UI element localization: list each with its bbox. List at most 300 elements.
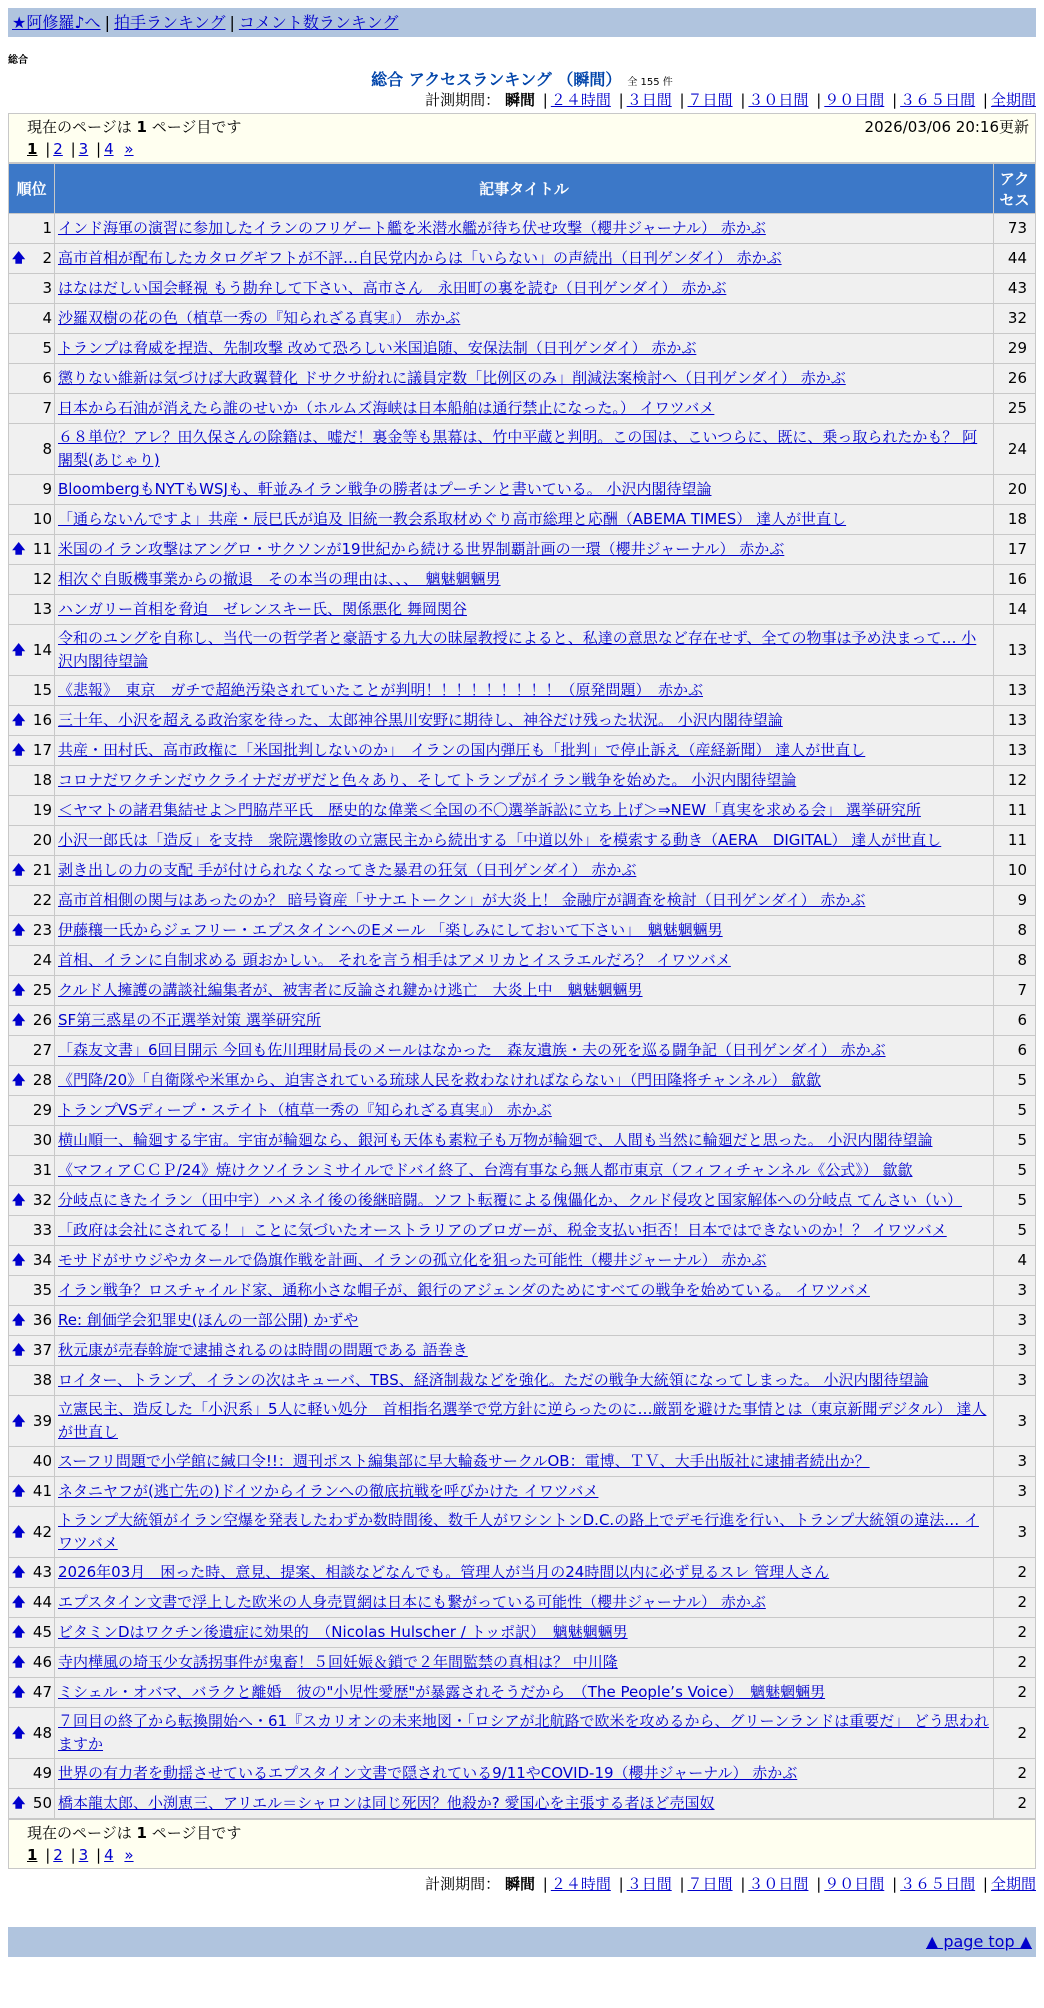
title-cell [55, 1276, 994, 1306]
access-count: 11 [994, 826, 1036, 856]
article-link[interactable]: ミシェル・オバマ、バラクと離婚 彼の"小児性愛歴"が暴露されそうだから （The People’s Voice） 魑魅魍魎男 [58, 1683, 826, 1701]
rank-cell [9, 736, 55, 766]
access-count: 17 [994, 535, 1036, 565]
table-row [9, 886, 1036, 916]
title-cell [55, 1126, 994, 1156]
rank-number: 16 [32, 711, 52, 729]
access-count: 5 [994, 1156, 1036, 1186]
rank-number: 35 [32, 1281, 52, 1299]
col-header-title: 記事タイトル [55, 164, 994, 214]
period-link-365d[interactable]: ３６５日間 [900, 1875, 976, 1893]
access-count: 43 [994, 274, 1036, 304]
rank-up-icon: 🡅 [12, 983, 26, 998]
article-link[interactable]: インド海軍の演習に参加したイランのフリゲート艦を米潜水艦が待ち伏せ攻撃（櫻井ジャーナル） 赤かぶ [58, 219, 766, 237]
page-status: 現在のページは 1 ページ目です [27, 118, 242, 136]
nav-separator: | [104, 13, 110, 32]
period-link-all[interactable]: 全期間 [990, 91, 1036, 109]
rank-cell [9, 424, 55, 475]
title-cell [55, 1186, 994, 1216]
table-row [9, 736, 1036, 766]
rank-number: 5 [42, 339, 52, 357]
rank-cell [9, 565, 55, 595]
rank-up-icon: 🡅 [12, 1725, 26, 1741]
rank-cell [9, 826, 55, 856]
article-link[interactable]: 寺内樺風の埼玉少女誘拐事件が鬼畜！５回妊娠＆鎖で２年間監禁の真相は？ 中川隆 [58, 1653, 618, 1671]
rank-number: 44 [32, 1593, 52, 1611]
rank-cell [9, 1648, 55, 1678]
article-link[interactable]: ビタミンDはワクチン後遺症に効果的 （Nicolas Hulscher / トッポ訳） 魑魅魍魎男 [58, 1623, 628, 1641]
article-link[interactable]: Re: 創価学会犯罪史(ほんの一部公開) かずや [58, 1311, 359, 1329]
rank-number: 4 [42, 309, 52, 327]
article-link[interactable]: 高市首相側の関与はあったのか？ 暗号資産「サナエトークン」が大炎上！ 金融庁が調査を検討（日刊ゲンダイ） 赤かぶ [58, 891, 866, 909]
title-cell [55, 505, 994, 535]
title-cell [55, 1618, 994, 1648]
rank-number: 26 [32, 1011, 52, 1029]
table-row [9, 856, 1036, 886]
access-count: 2 [994, 1558, 1036, 1588]
article-link[interactable]: エプスタイン文書で浮上した欧米の人身売買網は日本にも繋がっている可能性（櫻井ジャーナル） 赤かぶ [58, 1593, 766, 1611]
access-count: 3 [994, 1447, 1036, 1477]
article-link[interactable]: トランプVSディープ・ステイト（植草一秀の『知られざる真実』） 赤かぶ [58, 1101, 552, 1119]
table-row [9, 364, 1036, 394]
table-row [9, 1276, 1036, 1306]
period-link-7d[interactable]: ７日間 [687, 91, 733, 109]
table-row [9, 1507, 1036, 1558]
rank-cell [9, 1306, 55, 1336]
rank-number: 17 [32, 741, 52, 759]
article-link[interactable]: 懲りない維新は気づけば大政翼賛化 ドサクサ紛れに議員定数「比例区のみ」削減法案検討へ（日刊ゲンダイ） 赤かぶ [58, 369, 846, 387]
rank-number: 23 [32, 921, 52, 939]
table-row [9, 1126, 1036, 1156]
period-link-365d[interactable]: ３６５日間 [900, 91, 976, 109]
rank-number: 45 [32, 1623, 52, 1641]
access-count: 4 [994, 1246, 1036, 1276]
rank-number: 18 [32, 771, 52, 789]
table-row [9, 625, 1036, 676]
article-link[interactable]: 相次ぐ自販機事業からの撤退 その本当の理由は、、、 魑魅魍魎男 [58, 570, 501, 588]
period-link-3d[interactable]: ３日間 [626, 91, 672, 109]
article-link[interactable]: モサドがサウジやカタールで偽旗作戦を計画、イランの孤立化を狙った可能性（櫻井ジャーナル） 赤かぶ [58, 1251, 767, 1269]
title-cell [55, 1678, 994, 1708]
rank-cell [9, 364, 55, 394]
table-row [9, 244, 1036, 274]
page-top-link[interactable]: ▲ page top ▲ [925, 1932, 1032, 1951]
article-link[interactable]: 共産・田村氏、高市政権に「米国批判しないのか」 イランの国内弾圧も「批判」で停止訴え（産経新聞） 達人が世直し [58, 741, 866, 759]
title-cell [55, 475, 994, 505]
table-row [9, 1477, 1036, 1507]
rank-number: 10 [32, 510, 52, 528]
page-link-4[interactable]: 4 [104, 140, 114, 158]
article-link[interactable]: 米国のイラン攻撃はアングロ・サクソンが19世紀から続ける世界制覇計画の一環（櫻井ジャーナル） 赤かぶ [58, 540, 785, 558]
article-link[interactable]: 橋本龍太郎、小渕恵三、アリエル＝シャロンは同じ死因？他殺か? 愛国心を主張する者ほど売国奴 [58, 1794, 715, 1812]
rank-cell [9, 334, 55, 364]
table-row [9, 595, 1036, 625]
rank-up-icon: 🡅 [12, 1796, 26, 1811]
table-row [9, 1708, 1036, 1759]
title-cell [55, 364, 994, 394]
rank-cell [9, 946, 55, 976]
article-link[interactable]: ハンガリー首相を脅迫 ゼレンスキー氏、関係悪化 舞岡関谷 [58, 600, 467, 618]
table-row [9, 1366, 1036, 1396]
home-link[interactable]: ★阿修羅♪へ [12, 13, 101, 32]
rank-up-icon: 🡅 [12, 642, 26, 658]
access-count: 9 [994, 886, 1036, 916]
article-link[interactable]: 分岐点にきたイラン（田中宇）ハメネイ後の後継暗闘。ソフト転覆による傀儡化か、クルド侵攻と国家解体への分岐点 てんさい（い） [58, 1191, 963, 1209]
article-link[interactable]: 高市首相が配布したカタログギフトが不評…自民党内からは「いらない」の声続出（日刊ゲンダイ） 赤かぶ [58, 249, 782, 267]
ranking-table-body [9, 214, 1036, 1819]
article-link[interactable]: 「政府は会社にされてる！」ことに気づいたオーストラリアのブロガーが、税金支払い拒否！日本ではできないのか！？ イワツバメ [58, 1221, 947, 1239]
rank-cell [9, 1477, 55, 1507]
article-link[interactable]: 剥き出しの力の支配 手が付けられなくなってきた暴君の狂気（日刊ゲンダイ） 赤かぶ [58, 861, 637, 879]
rank-cell [9, 856, 55, 886]
table-row [9, 1447, 1036, 1477]
rank-number: 1 [42, 219, 52, 237]
table-row [9, 1216, 1036, 1246]
title-cell [55, 334, 994, 364]
rank-number: 47 [32, 1683, 52, 1701]
title-cell [55, 1789, 994, 1819]
article-link[interactable]: トランプ大統領がイラン空爆を発表したわずか数時間後、数千人がワシントンD.C.の路上でデモ行進を行い、トランプ大統領の違法… イワツバメ [58, 1511, 979, 1552]
access-count: 3 [994, 1366, 1036, 1396]
article-link[interactable]: 秋元康が売春斡旋で逮捕されるのは時間の問題である 語巻き [58, 1341, 468, 1359]
rank-cell [9, 1789, 55, 1819]
title-cell [55, 736, 994, 766]
table-row [9, 1006, 1036, 1036]
access-count: 32 [994, 304, 1036, 334]
rank-cell [9, 976, 55, 1006]
col-header-rank: 順位 [9, 164, 55, 214]
title-cell [55, 676, 994, 706]
access-count: 73 [994, 214, 1036, 244]
article-link[interactable]: トランプは脅威を捏造、先制攻撃 改めて恐ろしい米国追随、安保法制（日刊ゲンダイ） 赤かぶ [58, 339, 697, 357]
title-cell [55, 1648, 994, 1678]
article-link[interactable]: ６８単位？アレ？田久保さんの除籍は、嘘だ！裏金等も黒幕は、竹中平蔵と判明。この国は、こいつらに、既に、乗っ取られたかも？ 阿闍梨(あじゃり) [58, 428, 978, 469]
table-header-row [9, 164, 1036, 214]
period-selector-bottom: 計測期間： 瞬間 | ２４時間 | ３日間 | ７日間 | ３０日間 | ９０日間 | ３６５日間 | 全期間 [425, 1875, 1036, 1893]
pagination-bottom: 現在のページは 1 ページ目です 1 | 2 | 3 | 4 » [8, 1819, 1036, 1869]
table-row [9, 424, 1036, 475]
access-count: 13 [994, 706, 1036, 736]
article-link[interactable]: ７回目の終了から転換開始へ・61『スカリオンの未来地図・「ロシアが北航路で欧米を攻めるから、グリーンランドは重要だ」 どう思われますか [58, 1712, 989, 1753]
rank-number: 22 [32, 891, 52, 909]
table-row [9, 394, 1036, 424]
article-link[interactable]: 「通らないんですよ」共産・辰巳氏が追及 旧統一教会系取材めぐり高市総理と応酬（ABEMA TIMES） 達人が世直し [58, 510, 847, 528]
title-cell [55, 856, 994, 886]
section-label: 総合 [8, 55, 28, 66]
article-link[interactable]: 「森友文書」6回目開示 今回も佐川理財局長のメールはなかった 森友遺族・夫の死を巡る闘争記（日刊ゲンダイ） 赤かぶ [58, 1041, 886, 1059]
rank-cell [9, 1186, 55, 1216]
period-link-30d[interactable]: ３０日間 [748, 1875, 809, 1893]
rank-up-icon: 🡅 [12, 1193, 26, 1208]
rank-number: 27 [32, 1041, 52, 1059]
rank-up-icon: 🡅 [12, 1013, 26, 1028]
title-cell [55, 1156, 994, 1186]
title-cell [55, 1477, 994, 1507]
table-row [9, 1648, 1036, 1678]
rank-number: 33 [32, 1221, 52, 1239]
rank-number: 7 [42, 399, 52, 417]
table-row [9, 214, 1036, 244]
rank-up-icon: 🡅 [12, 1595, 26, 1610]
rank-cell [9, 1366, 55, 1396]
rank-up-icon: 🡅 [12, 1625, 26, 1640]
period-link-90d[interactable]: ９０日間 [824, 1875, 885, 1893]
article-link[interactable]: SF第三惑星の不正選挙対策 選挙研究所 [58, 1011, 321, 1029]
title-cell [55, 304, 994, 334]
rank-cell [9, 1618, 55, 1648]
title-cell [55, 886, 994, 916]
rank-cell [9, 886, 55, 916]
article-link[interactable]: 《悲報》 東京 ガチで超絶汚染されていたことが判明！！！！！！！！！（原発問題） 赤かぶ [58, 681, 704, 699]
period-current: 瞬間 [504, 91, 535, 109]
title-cell [55, 1096, 994, 1126]
article-link[interactable]: 世界の有力者を動揺させているエプスタイン文書で隠されている9/11やCOVID-19（櫻井ジャーナル） 赤かぶ [58, 1764, 798, 1782]
article-link[interactable]: はなはだしい国会軽視 もう勘弁して下さい、高市さん 永田町の裏を読む（日刊ゲンダイ） 赤かぶ [58, 279, 727, 297]
rank-cell [9, 274, 55, 304]
rank-up-icon: 🡅 [12, 1343, 26, 1358]
rank-cell [9, 535, 55, 565]
rank-cell [9, 244, 55, 274]
access-count: 10 [994, 856, 1036, 886]
access-count: 3 [994, 1477, 1036, 1507]
article-link[interactable]: BloombergもNYTもWSJも、軒並みイラン戦争の勝者はプーチンと書いている。 小沢内閣待望論 [58, 480, 712, 498]
rank-number: 46 [32, 1653, 52, 1671]
rank-number: 50 [32, 1794, 52, 1812]
article-link[interactable]: 2026年03月 困った時、意見、提案、相談などなんでも。管理人が当月の24時間以内に必ず見るスレ 管理人さん [58, 1563, 830, 1581]
article-link[interactable]: 《マフィアＣＣＰ/24》焼けクソイランミサイルでドバイ終了、台湾有事なら無人都市東京（フィフィチャンネル《公式》） 歙歙 [58, 1161, 913, 1179]
article-link[interactable]: 令和のユングを自称し、当代一の哲学者と豪語する九大の昧屋教授によると、私達の意思など存在せず、全ての物事は予め決まって… 小沢内閣待望論 [58, 629, 977, 670]
rank-cell [9, 214, 55, 244]
access-count: 29 [994, 334, 1036, 364]
page-link-3[interactable]: 3 [78, 1846, 89, 1864]
rank-up-icon: 🡅 [12, 743, 26, 758]
article-link[interactable]: 伊藤穰一氏からジェフリー・エプスタインへのEメール 「楽しみにしておいて下さい」 魑魅魍魎男 [58, 921, 723, 939]
rank-number: 9 [42, 480, 52, 498]
table-row [9, 1156, 1036, 1186]
title-cell [55, 1216, 994, 1246]
access-count: 2 [994, 1618, 1036, 1648]
rank-up-icon: 🡅 [12, 1524, 26, 1540]
access-count: 16 [994, 565, 1036, 595]
article-link[interactable]: 日本から石油が消えたら誰のせいか（ホルムズ海峡は日本船舶は通行禁止になった。） イワツバメ [58, 399, 715, 417]
article-link[interactable]: 首相、イランに自制求める 頭おかしい。 それを言う相手はアメリカとイスラエルだろ？ イワツバメ [58, 951, 731, 969]
page-status: 現在のページは 1 ページ目です [27, 1824, 242, 1842]
period-link-30d[interactable]: ３０日間 [748, 91, 809, 109]
access-count: 3 [994, 1396, 1036, 1447]
article-link[interactable]: 《門降/20》「自衛隊や米軍から、迫害されている琉球人民を救わなければならない」（門田隆将チャンネル） 歙歙 [58, 1071, 822, 1089]
access-count: 2 [994, 1759, 1036, 1789]
table-row [9, 1678, 1036, 1708]
rank-number: 34 [32, 1251, 52, 1269]
article-link[interactable]: 沙羅双樹の花の色（植草一秀の『知られざる真実』） 赤かぶ [58, 309, 461, 327]
rank-cell [9, 796, 55, 826]
rank-cell [9, 1759, 55, 1789]
table-row [9, 535, 1036, 565]
rank-number: 20 [32, 831, 52, 849]
title-cell [55, 1447, 994, 1477]
page-next-link[interactable]: » [124, 1846, 134, 1864]
table-row [9, 1759, 1036, 1789]
table-row [9, 1066, 1036, 1096]
rank-cell [9, 1336, 55, 1366]
table-row [9, 1558, 1036, 1588]
rank-up-icon: 🡅 [12, 863, 26, 878]
access-count: 44 [994, 244, 1036, 274]
rank-number: 13 [32, 600, 52, 618]
rank-up-icon: 🡅 [12, 1413, 26, 1429]
rank-number: 11 [32, 540, 52, 558]
access-count: 6 [994, 1006, 1036, 1036]
article-link[interactable]: 横山順一、輪廻する宇宙。宇宙が輪廻なら、銀河も天体も素粒子も万物が輪廻で、人間も当然に輪廻だと思った。 小沢内閣待望論 [58, 1131, 933, 1149]
table-row [9, 1306, 1036, 1336]
rank-cell [9, 595, 55, 625]
access-count: 24 [994, 424, 1036, 475]
page-title-line [0, 67, 1044, 87]
rank-number: 3 [42, 279, 52, 297]
period-link-24h[interactable]: ２４時間 [550, 1875, 611, 1893]
rank-number: 28 [32, 1071, 52, 1089]
rank-cell [9, 1678, 55, 1708]
table-row [9, 1789, 1036, 1819]
table-row [9, 1396, 1036, 1447]
comment-ranking-link[interactable]: コメント数ランキング [238, 13, 399, 32]
rank-cell [9, 304, 55, 334]
table-row [9, 976, 1036, 1006]
article-link[interactable]: ネタニヤフが(逃亡先の)ドイツからイランへの徹底抗戦を呼びかけた イワツバメ [58, 1482, 599, 1500]
title-cell [55, 1396, 994, 1447]
title-cell [55, 1558, 994, 1588]
table-row [9, 505, 1036, 535]
article-link[interactable]: コロナだワクチンだウクライナだガザだと色々あり、そしてトランプがイラン戦争を始めた。 小沢内閣待望論 [58, 771, 797, 789]
rank-number: 49 [32, 1764, 52, 1782]
access-count: 2 [994, 1588, 1036, 1618]
table-row [9, 565, 1036, 595]
bottom-bar [8, 1927, 1036, 1957]
rank-number: 19 [32, 801, 52, 819]
period-selector-top: 計測期間： 瞬間 | ２４時間 | ３日間 | ７日間 | ３０日間 | ９０日間 | ３６５日間 | 全期間 [425, 91, 1036, 109]
period-link-7d[interactable]: ７日間 [687, 1875, 733, 1893]
title-cell [55, 1366, 994, 1396]
article-link[interactable]: ＜ヤマトの諸君集結せよ＞門脇芹平氏 歴史的な偉業＜全国の不〇選挙訴訟に立ち上げ＞⇒NEW「真実を求める会」 選挙研究所 [58, 801, 921, 819]
article-link[interactable]: 三十年、小沢を超える政治家を待った、太郎神谷黒川安野に期待し、神谷だけ残った状況。 小沢内閣待望論 [58, 711, 783, 729]
rank-cell [9, 916, 55, 946]
period-link-3d[interactable]: ３日間 [626, 1875, 672, 1893]
rank-up-icon: 🡅 [12, 1313, 26, 1328]
rank-number: 29 [32, 1101, 52, 1119]
access-count: 2 [994, 1708, 1036, 1759]
rank-cell [9, 1066, 55, 1096]
table-row [9, 1036, 1036, 1066]
rank-up-icon: 🡅 [12, 713, 26, 728]
access-count: 2 [994, 1678, 1036, 1708]
title-cell [55, 976, 994, 1006]
page-link-2[interactable]: 2 [53, 1846, 63, 1864]
access-count: 12 [994, 766, 1036, 796]
access-count: 7 [994, 976, 1036, 1006]
table-row [9, 706, 1036, 736]
period-link-90d[interactable]: ９０日間 [824, 91, 885, 109]
title-cell [55, 766, 994, 796]
page-link-3[interactable]: 3 [78, 140, 89, 158]
rank-up-icon: 🡅 [12, 1073, 26, 1088]
total-count: 全 155 件 [627, 77, 673, 88]
page-link-2[interactable]: 2 [53, 140, 63, 158]
period-label: 計測期間： [425, 1875, 501, 1893]
rank-number: 6 [42, 369, 52, 387]
title-cell [55, 1036, 994, 1066]
rank-cell [9, 1396, 55, 1447]
title-cell [55, 535, 994, 565]
rank-number: 2 [42, 249, 52, 267]
rank-number: 25 [32, 981, 52, 999]
table-row [9, 475, 1036, 505]
rank-cell [9, 1588, 55, 1618]
access-count: 13 [994, 625, 1036, 676]
rank-up-icon: 🡅 [12, 923, 26, 938]
access-count: 2 [994, 1789, 1036, 1819]
rank-up-icon: 🡅 [12, 542, 26, 557]
title-cell [55, 1246, 994, 1276]
rank-cell [9, 676, 55, 706]
nav-separator: | [229, 13, 235, 32]
page-next-link[interactable]: » [124, 140, 134, 158]
rank-cell [9, 1096, 55, 1126]
article-link[interactable]: イラン戦争？ロスチャイルド家、通称小さな帽子が、銀行のアジェンダのためにすべての戦争を始めている。 イワツバメ [58, 1281, 870, 1299]
rank-cell [9, 394, 55, 424]
period-link-all[interactable]: 全期間 [990, 1875, 1036, 1893]
rank-cell [9, 1558, 55, 1588]
article-link[interactable]: 小沢一郎氏は「造反」を支持 衆院選惨敗の立憲民主から続出する「中道以外」を模索する動き（AERA DIGITAL） 達人が世直し [58, 831, 942, 849]
page-title: 総合 アクセスランキング （瞬間） [371, 70, 622, 89]
table-row [9, 946, 1036, 976]
rank-number: 37 [32, 1341, 52, 1359]
table-row [9, 796, 1036, 826]
rank-cell [9, 1246, 55, 1276]
access-count: 8 [994, 916, 1036, 946]
access-count: 5 [994, 1216, 1036, 1246]
clap-ranking-link[interactable]: 拍手ランキング [113, 13, 226, 32]
rank-cell [9, 475, 55, 505]
period-link-24h[interactable]: ２４時間 [550, 91, 611, 109]
table-row [9, 826, 1036, 856]
title-cell [55, 916, 994, 946]
table-row [9, 766, 1036, 796]
table-row [9, 1588, 1036, 1618]
period-current: 瞬間 [504, 1875, 535, 1893]
rank-number: 15 [32, 681, 52, 699]
article-link[interactable]: ロイター、トランプ、イランの次はキューバ、TBS、経済制裁などを強化。ただの戦争大統領になってしまった。 小沢内閣待望論 [58, 1371, 929, 1389]
article-link[interactable]: スーフリ問題で小学館に緘口令!!：週刊ポスト編集部に早大輪姦サークルOB：電博、ＴＶ、大手出版社に逮捕者続出か？ [58, 1452, 870, 1470]
page-link-4[interactable]: 4 [104, 1846, 114, 1864]
table-row [9, 916, 1036, 946]
title-cell [55, 394, 994, 424]
article-link[interactable]: クルド人擁護の講談社編集者が、被害者に反論され鍵かけ逃亡 大炎上中 魑魅魍魎男 [58, 981, 643, 999]
rank-number: 43 [32, 1563, 52, 1581]
access-count: 11 [994, 796, 1036, 826]
rank-number: 14 [32, 640, 52, 659]
top-nav-bar [8, 8, 1036, 37]
title-cell [55, 706, 994, 736]
access-count: 2 [994, 1648, 1036, 1678]
article-link[interactable]: 立憲民主、造反した「小沢系」5人に軽い処分 首相指名選挙で党方針に逆らったのに…厳罰を避けた事情とは（東京新聞デジタル） 達人が世直し [58, 1400, 987, 1441]
title-cell [55, 244, 994, 274]
table-row [9, 274, 1036, 304]
table-row [9, 304, 1036, 334]
title-cell [55, 1336, 994, 1366]
rank-cell [9, 1276, 55, 1306]
title-cell [55, 946, 994, 976]
rank-cell [9, 625, 55, 676]
